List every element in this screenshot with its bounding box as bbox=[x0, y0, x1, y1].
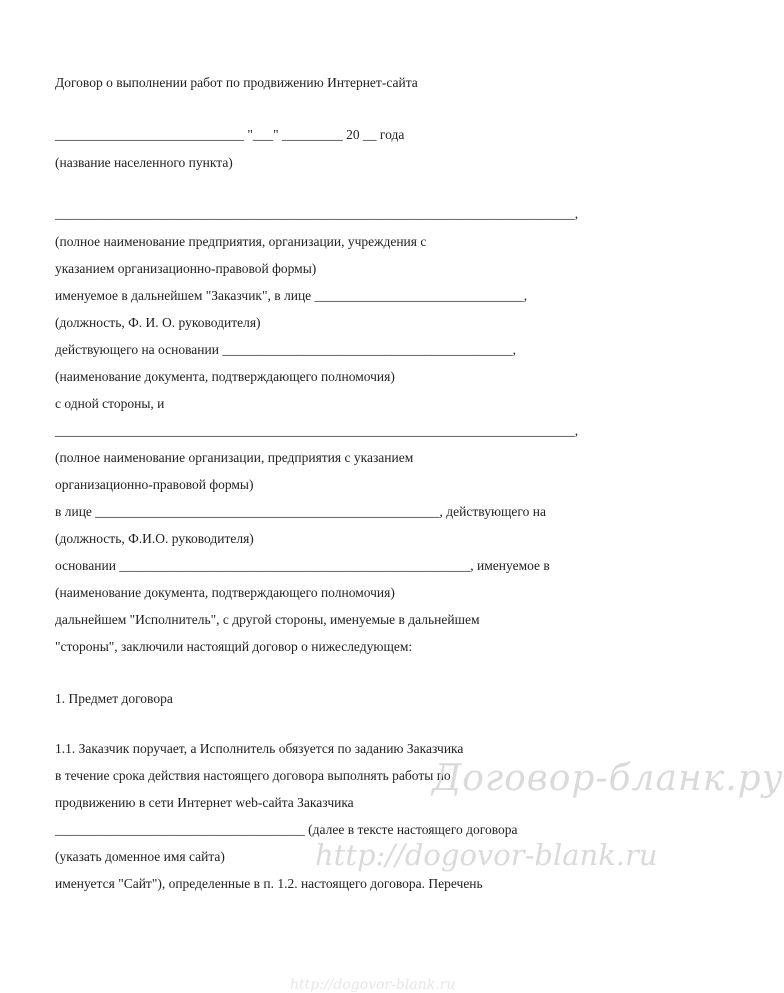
contractor-caption-2: организационно-правовой формы) bbox=[55, 477, 254, 492]
customer-basis-line: действующего на основании ___________________________________________, bbox=[55, 342, 516, 357]
contractor-position-caption: (должность, Ф.И.О. руководителя) bbox=[55, 531, 254, 546]
customer-representative-line: именуемое в дальнейшем "Заказчик", в лице _______________________________, bbox=[55, 288, 528, 303]
customer-blank-line: _____________________________________________________________________________, bbox=[55, 206, 579, 221]
watermark-url: http://dogovor-blank.ru bbox=[315, 838, 658, 872]
clause-line-3: продвижению в сети Интернет web-сайта Заказчика bbox=[55, 795, 354, 810]
customer-caption-1: (полное наименование предприятия, организации, учреждения с bbox=[55, 234, 427, 249]
customer-position-caption: (должность, Ф. И. О. руководителя) bbox=[55, 315, 261, 330]
place-caption: (название населенного пункта) bbox=[55, 155, 233, 170]
watermark-brand: Договор-бланк.ру bbox=[432, 758, 784, 799]
clause-line-4: _____________________________________ (далее в тексте настоящего договора bbox=[55, 822, 518, 837]
contractor-blank-line: _____________________________________________________________________________, bbox=[55, 423, 579, 438]
one-side-line: с одной стороны, и bbox=[55, 396, 165, 411]
contractor-basis-caption: (наименование документа, подтверждающего полномочия) bbox=[55, 585, 395, 600]
section-title: 1. Предмет договора bbox=[55, 691, 173, 706]
watermark-url-bottom: http://dogovor-blank.ru bbox=[290, 977, 456, 993]
contractor-named-line: дальнейшем "Исполнитель", с другой стороны, именуемые в дальнейшем bbox=[55, 612, 480, 627]
customer-caption-2: указанием организационно-правовой формы) bbox=[55, 261, 317, 276]
place-date-line: ____________________________ "___" _________ 20 __ года bbox=[55, 127, 405, 142]
document-title: Договор о выполнении работ по продвижению Интернет-сайта bbox=[55, 75, 418, 90]
clause-line-1: 1.1. Заказчик поручает, а Исполнитель обязуется по заданию Заказчика bbox=[55, 741, 464, 756]
clause-line-2: в течение срока действия настоящего договора выполнять работы по bbox=[55, 768, 451, 783]
customer-basis-caption: (наименование документа, подтверждающего полномочия) bbox=[55, 369, 395, 384]
contractor-caption-1: (полное наименование организации, предприятия с указанием bbox=[55, 450, 414, 465]
contractor-representative-line: в лице ___________________________________________________, действующего на bbox=[55, 504, 546, 519]
site-name-caption: (указать доменное имя сайта) bbox=[55, 849, 225, 864]
contractor-basis-line: основании ____________________________________________________, именуемое в bbox=[55, 558, 550, 573]
clause-line-6: именуется "Сайт"), определенные в п. 1.2. настоящего договора. Перечень bbox=[55, 876, 483, 891]
parties-agreed-line: "стороны", заключили настоящий договор о нижеследующем: bbox=[55, 639, 413, 654]
